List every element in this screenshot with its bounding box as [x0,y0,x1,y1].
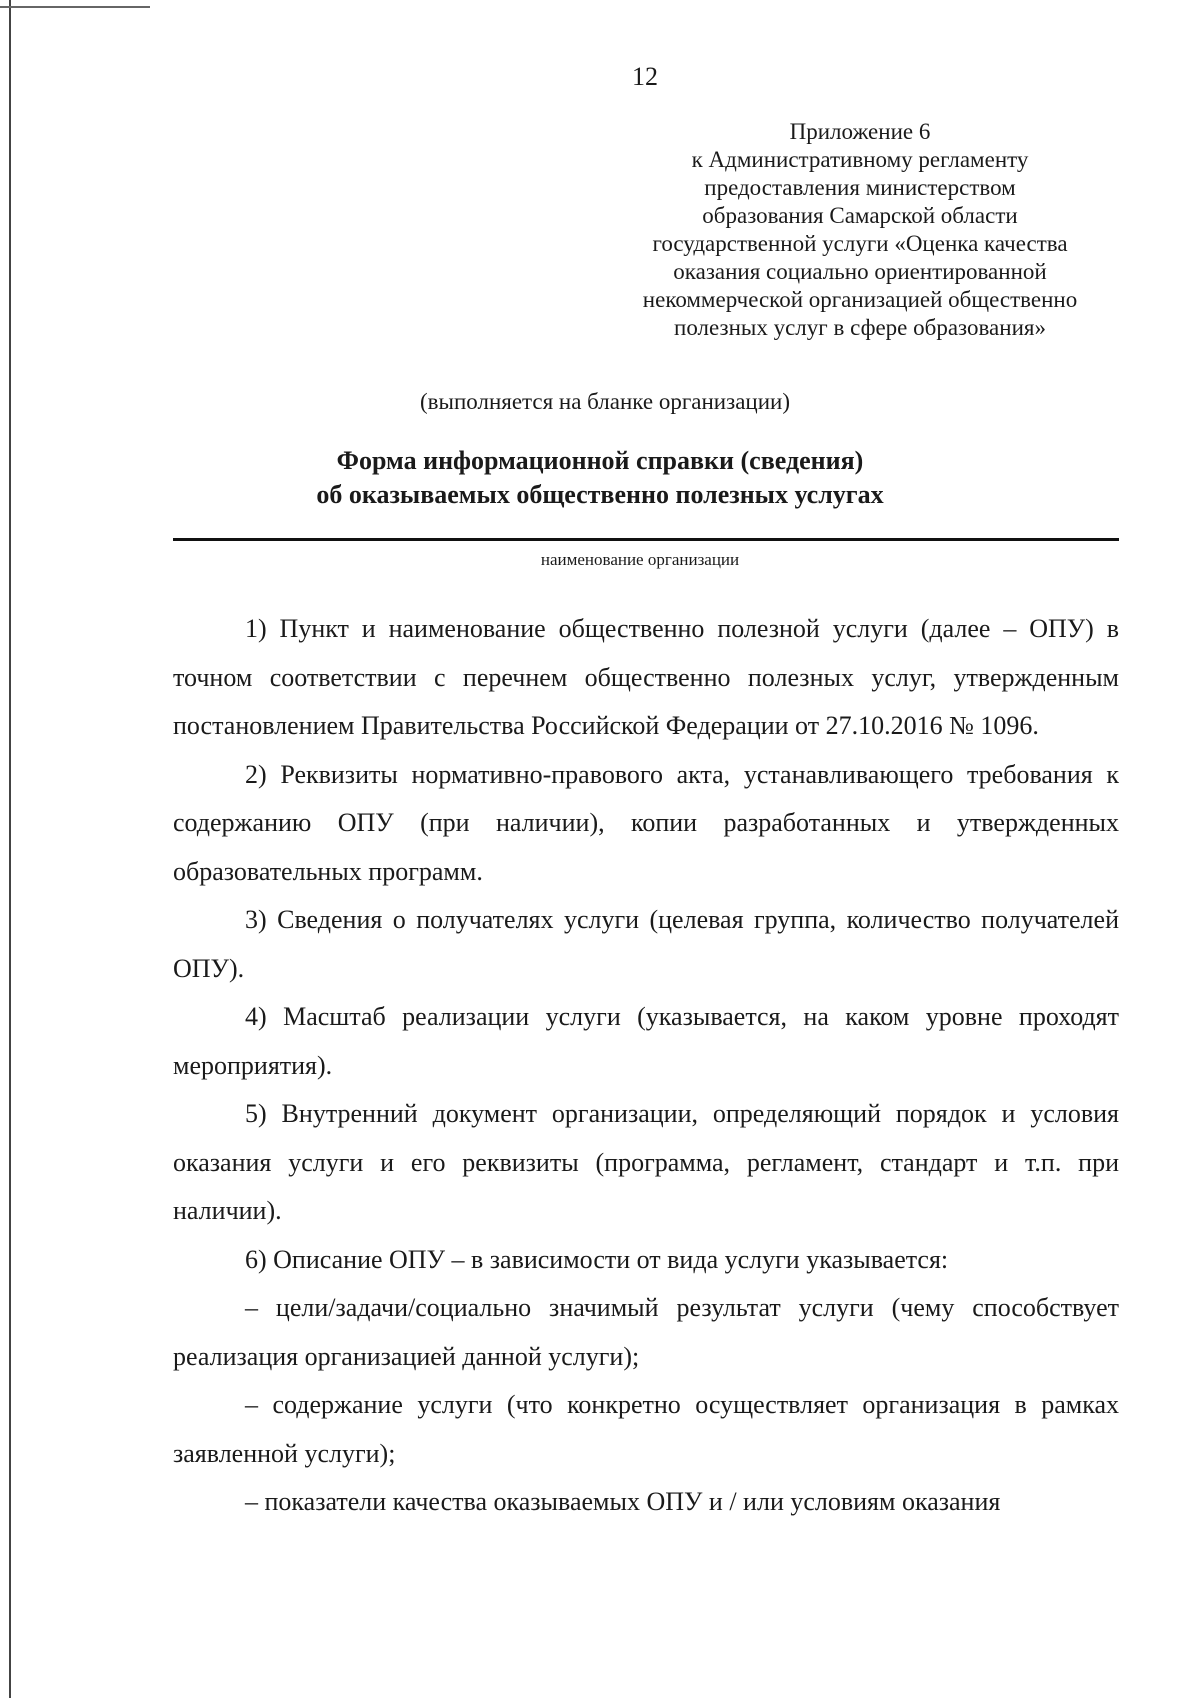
list-item-quality: – показатели качества оказываемых ОПУ и / или условиям оказания [245,1487,1001,1516]
appendix-line: к Административному регламенту [691,147,1029,172]
appendix-line: оказания социально ориентированной [673,259,1047,284]
form-title-line2: об оказываемых общественно полезных услугах [316,480,884,509]
paragraph-4: 4) Масштаб реализации услуги (указывается, на каком уровне проходят мероприятия). [173,1002,1119,1080]
form-body [173,605,1119,1527]
paragraph-5: 5) Внутренний документ организации, определяющий порядок и условия оказания услуги и его реквизиты (программа, регламент, стандарт и т.п. при наличии). [173,1099,1119,1225]
paragraph-3: 3) Сведения о получателях услуги (целевая группа, количество получателей ОПУ). [173,905,1119,983]
form-title [250,444,950,512]
appendix-line: некоммерческой организацией общественно [642,287,1078,312]
appendix-line: Приложение 6 [789,119,931,144]
appendix-line: полезных услуг в сфере образования» [674,315,1046,340]
list-item-goals: – цели/задачи/социально значимый результат услуги (чему способствует реализация организацией данной услуги); [173,1293,1119,1371]
organization-name-caption: наименование организации [540,550,740,569]
appendix-line: образования Самарской области [702,203,1018,228]
paragraph-2: 2) Реквизиты нормативно-правового акта, устанавливающего требования к содержанию ОПУ (при наличии), копии разработанных и утвержденных образовательных программ. [173,759,1119,886]
scan-corner-mark [0,0,150,8]
blank-note: (выполняется на бланке организации) [419,389,790,414]
organization-name-line [173,538,1119,541]
appendix-header [615,118,1105,342]
paragraph-6: 6) Описание ОПУ – в зависимости от вида услуги указывается: [245,1244,949,1274]
appendix-line: предоставления министерством [704,175,1016,200]
list-item-content: – содержание услуги (что конкретно осуществляет организация в рамках заявленной услуги); [173,1390,1119,1468]
scan-edge [9,0,11,1698]
page-number: 12 [632,62,658,91]
appendix-line: государственной услуги «Оценка качества [652,231,1068,256]
form-title-line1: Форма информационной справки (сведения) [336,446,864,475]
paragraph-1: 1) Пункт и наименование общественно полезной услуги (далее – ОПУ) в точном соответствии с перечнем общественно полезных услуг, утвержденным постановлением Правительства Российской Федерации от 27.10.2016 № 1096. [173,614,1119,740]
